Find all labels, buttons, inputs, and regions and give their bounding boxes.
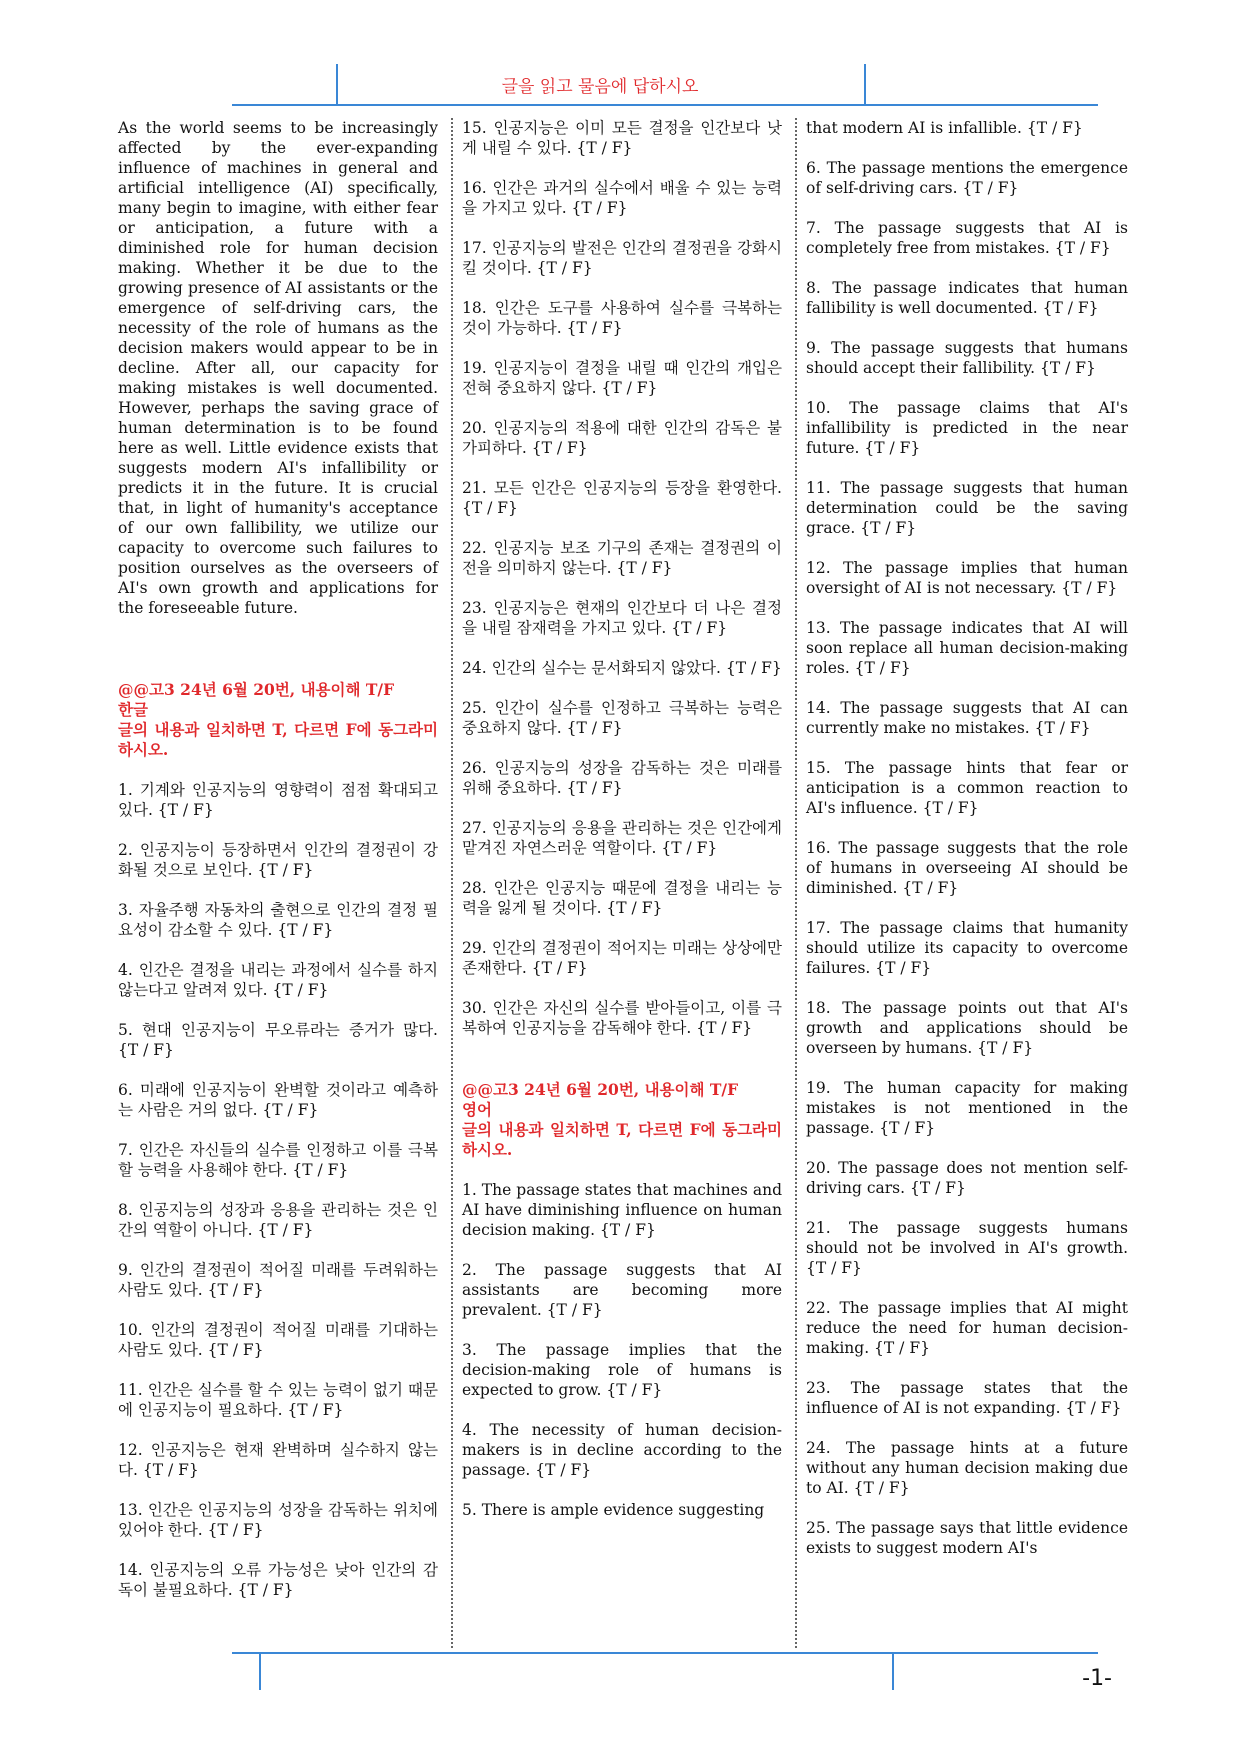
column-separator-2 bbox=[795, 118, 797, 1648]
question-item: 2. The passage suggests that AI assistants are becoming more prevalent. {T / F} bbox=[462, 1261, 782, 1319]
question-item: 11. 인간은 실수를 할 수 있는 능력이 없기 때문에 인공지능이 필요하다. {T / F} bbox=[118, 1381, 438, 1419]
question-item: 5. There is ample evidence suggesting bbox=[462, 1501, 765, 1519]
page-title: 글을 읽고 물음에 답하시오 bbox=[501, 77, 699, 97]
question-item: 27. 인공지능의 응용을 관리하는 것은 인간에게 맡겨진 자연스러운 역할이다. {T / F} bbox=[462, 819, 782, 857]
question-item: 3. 자율주행 자동차의 출현으로 인간의 결정 필요성이 감소할 수 있다. {T / F} bbox=[118, 901, 438, 939]
question-item: 11. The passage suggests that human determination could be the saving grace. {T / F} bbox=[806, 479, 1128, 537]
question-item: 15. 인공지능은 이미 모든 결정을 인간보다 낫게 내릴 수 있다. {T / F} bbox=[462, 119, 782, 157]
english-question-list-1 bbox=[462, 1180, 782, 1520]
question-item: 8. The passage indicates that human fallibility is well documented. {T / F} bbox=[806, 279, 1128, 317]
footer-right-tick bbox=[892, 1652, 894, 1690]
question-item: 16. 인간은 과거의 실수에서 배울 수 있는 능력을 가지고 있다. {T / F} bbox=[462, 179, 782, 217]
question-item: 9. 인간의 결정권이 적어질 미래를 두려워하는 사람도 있다. {T / F} bbox=[118, 1261, 438, 1299]
question-item: 24. 인간의 실수는 문서화되지 않았다. {T / F} bbox=[462, 659, 782, 677]
question-item: 9. The passage suggests that humans should accept their fallibility. {T / F} bbox=[806, 339, 1128, 377]
question-item: 15. The passage hints that fear or anticipation is a common reaction to AI's influence. {T / F} bbox=[806, 759, 1128, 817]
heading-instruction: 글의 내용과 일치하면 T, 다르면 F에 동그라미 하시오. bbox=[462, 1120, 782, 1159]
question-item: 28. 인간은 인공지능 때문에 결정을 내리는 능력을 잃게 될 것이다. {T / F} bbox=[462, 879, 782, 917]
question-item: 14. 인공지능의 오류 가능성은 낮아 인간의 감독이 불필요하다. {T / F} bbox=[118, 1561, 438, 1599]
question-item: 26. 인공지능의 성장을 감독하는 것은 미래를 위해 중요하다. {T / F} bbox=[462, 759, 782, 797]
question-item: 24. The passage hints at a future without any human decision making due to AI. {T / F} bbox=[806, 1439, 1128, 1497]
column-separator-1 bbox=[451, 118, 453, 1648]
question-item: 17. 인공지능의 발전은 인간의 결정권을 강화시킬 것이다. {T / F} bbox=[462, 239, 782, 277]
question-item: 8. 인공지능의 성장과 응용을 관리하는 것은 인간의 역할이 아니다. {T / F} bbox=[118, 1201, 438, 1239]
heading-line: 한글 bbox=[118, 700, 148, 719]
question-item: 4. The necessity of human decision-makers is in decline according to the passage. {T / F} bbox=[462, 1421, 782, 1479]
question-item: 23. 인공지능은 현재의 인간보다 더 나은 결정을 내릴 잠재력을 가지고 있다. {T / F} bbox=[462, 599, 782, 637]
question-item: 19. The human capacity for making mistakes is not mentioned in the passage. {T / F} bbox=[806, 1079, 1128, 1137]
english-question-list-2 bbox=[806, 158, 1128, 1558]
footer-rule bbox=[232, 1652, 1098, 1654]
question-item: 1. 기계와 인공지능의 영향력이 점점 확대되고 있다. {T / F} bbox=[118, 781, 438, 819]
english-section-heading bbox=[462, 1080, 782, 1160]
question-item: 13. 인간은 인공지능의 성장을 감독하는 위치에 있어야 한다. {T / F} bbox=[118, 1501, 438, 1539]
question-item: 13. The passage indicates that AI will soon replace all human decision-making roles. {T / F} bbox=[806, 619, 1128, 677]
question-item: 6. The passage mentions the emergence of self-driving cars. {T / F} bbox=[806, 159, 1128, 197]
question-item: 14. The passage suggests that AI can currently make no mistakes. {T / F} bbox=[806, 699, 1128, 737]
korean-section-heading bbox=[118, 680, 438, 760]
question-item: 22. The passage implies that AI might reduce the need for human decision-making. {T / F} bbox=[806, 1299, 1128, 1357]
question-item: 25. The passage says that little evidence exists to suggest modern AI's bbox=[806, 1519, 1128, 1557]
column-3 bbox=[806, 118, 1128, 1558]
question-item: 12. 인공지능은 현재 완벽하며 실수하지 않는다. {T / F} bbox=[118, 1441, 438, 1479]
question-item: 7. 인간은 자신들의 실수를 인정하고 이를 극복할 능력을 사용해야 한다. {T / F} bbox=[118, 1141, 438, 1179]
question-item: 25. 인간이 실수를 인정하고 극복하는 능력은 중요하지 않다. {T / F} bbox=[462, 699, 782, 737]
question-item: 19. 인공지능이 결정을 내릴 때 인간의 개입은 전혀 중요하지 않다. {T / F} bbox=[462, 359, 782, 397]
question-item: 5. 현대 인공지능이 무오류라는 증거가 많다. {T / F} bbox=[118, 1021, 438, 1059]
header-right-tick bbox=[864, 64, 866, 104]
heading-instruction: 글의 내용과 일치하면 T, 다르면 F에 동그라미 하시오. bbox=[118, 720, 438, 759]
heading-line: @@고3 24년 6월 20번, 내용이해 T/F bbox=[462, 1080, 739, 1099]
page-number: -1- bbox=[1082, 1666, 1112, 1691]
question-item: 20. 인공지능의 적용에 대한 인간의 감독은 불가피하다. {T / F} bbox=[462, 419, 782, 457]
question-item: 2. 인공지능이 등장하면서 인간의 결정권이 강화될 것으로 보인다. {T / F} bbox=[118, 841, 438, 879]
column-1 bbox=[118, 118, 438, 1600]
question-item: 21. The passage suggests humans should not be involved in AI's growth. {T / F} bbox=[806, 1219, 1128, 1277]
question-item: 6. 미래에 인공지능이 완벽할 것이라고 예측하는 사람은 거의 없다. {T / F} bbox=[118, 1081, 438, 1119]
question-item: 30. 인간은 자신의 실수를 받아들이고, 이를 극복하여 인공지능을 감독해야 한다. {T / F} bbox=[462, 999, 782, 1037]
question-item: 18. The passage points out that AI's growth and applications should be overseen by humans. {T / F} bbox=[806, 999, 1128, 1057]
question-item: 23. The passage states that the influence of AI is not expanding. {T / F} bbox=[806, 1379, 1128, 1417]
question-item: 4. 인간은 결정을 내리는 과정에서 실수를 하지 않는다고 알려져 있다. {T / F} bbox=[118, 961, 438, 999]
question-item: 16. The passage suggests that the role of humans in overseeing AI should be diminished. {T / F} bbox=[806, 839, 1128, 897]
question-item: 3. The passage implies that the decision-making role of humans is expected to grow. {T / F} bbox=[462, 1341, 782, 1399]
header-rule bbox=[232, 104, 1098, 106]
question-item: 7. The passage suggests that AI is completely free from mistakes. {T / F} bbox=[806, 219, 1128, 257]
question-item: 18. 인간은 도구를 사용하여 실수를 극복하는 것이 가능하다. {T / F} bbox=[462, 299, 782, 337]
question-item: 10. 인간의 결정권이 적어질 미래를 기대하는 사람도 있다. {T / F} bbox=[118, 1321, 438, 1359]
question-item: 10. The passage claims that AI's infallibility is predicted in the near future. {T / F} bbox=[806, 399, 1128, 457]
question-item: 12. The passage implies that human oversight of AI is not necessary. {T / F} bbox=[806, 559, 1128, 597]
column-2 bbox=[462, 118, 782, 1520]
question-item: 22. 인공지능 보조 기구의 존재는 결정권의 이전을 의미하지 않는다. {T / F} bbox=[462, 539, 782, 577]
heading-line: 영어 bbox=[462, 1100, 492, 1119]
question-item: 29. 인간의 결정권이 적어지는 미래는 상상에만 존재한다. {T / F} bbox=[462, 939, 782, 977]
passage-text: As the world seems to be increasingly affected by the ever-expanding influence of machines in general and artificial intelligence (AI) specifically, many begin to imagine, with either fear or anticipation, a future with a diminished role for human decision making. Whether it be due to the growing presence of AI assistants or the emergence of self-driving cars, the necessity of the role of humans as the decision makers would appear to be in decline. After all, our capacity for making mistakes is well documented. However, perhaps the saving grace of human determination is to be found here as well. Little evidence exists that suggests modern AI's infallibility or predicts it in the future. It is crucial that, in light of humanity's acceptance of our own fallibility, we utilize our capacity to overcome such failures to position ourselves as the overseers of AI's own growth and applications for the foreseeable future. bbox=[118, 119, 438, 617]
footer-left-tick bbox=[259, 1652, 261, 1690]
korean-question-list-2 bbox=[462, 118, 782, 1038]
question-item: 21. 모든 인간은 인공지능의 등장을 환영한다. {T / F} bbox=[462, 479, 782, 517]
question-item: 17. The passage claims that humanity should utilize its capacity to overcome failures. {T / F} bbox=[806, 919, 1128, 977]
korean-question-list-1 bbox=[118, 780, 438, 1600]
question-item-continued: that modern AI is infallible. {T / F} bbox=[806, 119, 1083, 137]
question-item: 1. The passage states that machines and AI have diminishing influence on human decision making. {T / F} bbox=[462, 1181, 782, 1239]
question-item: 20. The passage does not mention self-driving cars. {T / F} bbox=[806, 1159, 1128, 1197]
heading-line: @@고3 24년 6월 20번, 내용이해 T/F bbox=[118, 680, 395, 699]
spacer bbox=[118, 638, 438, 680]
spacer bbox=[462, 1038, 782, 1080]
